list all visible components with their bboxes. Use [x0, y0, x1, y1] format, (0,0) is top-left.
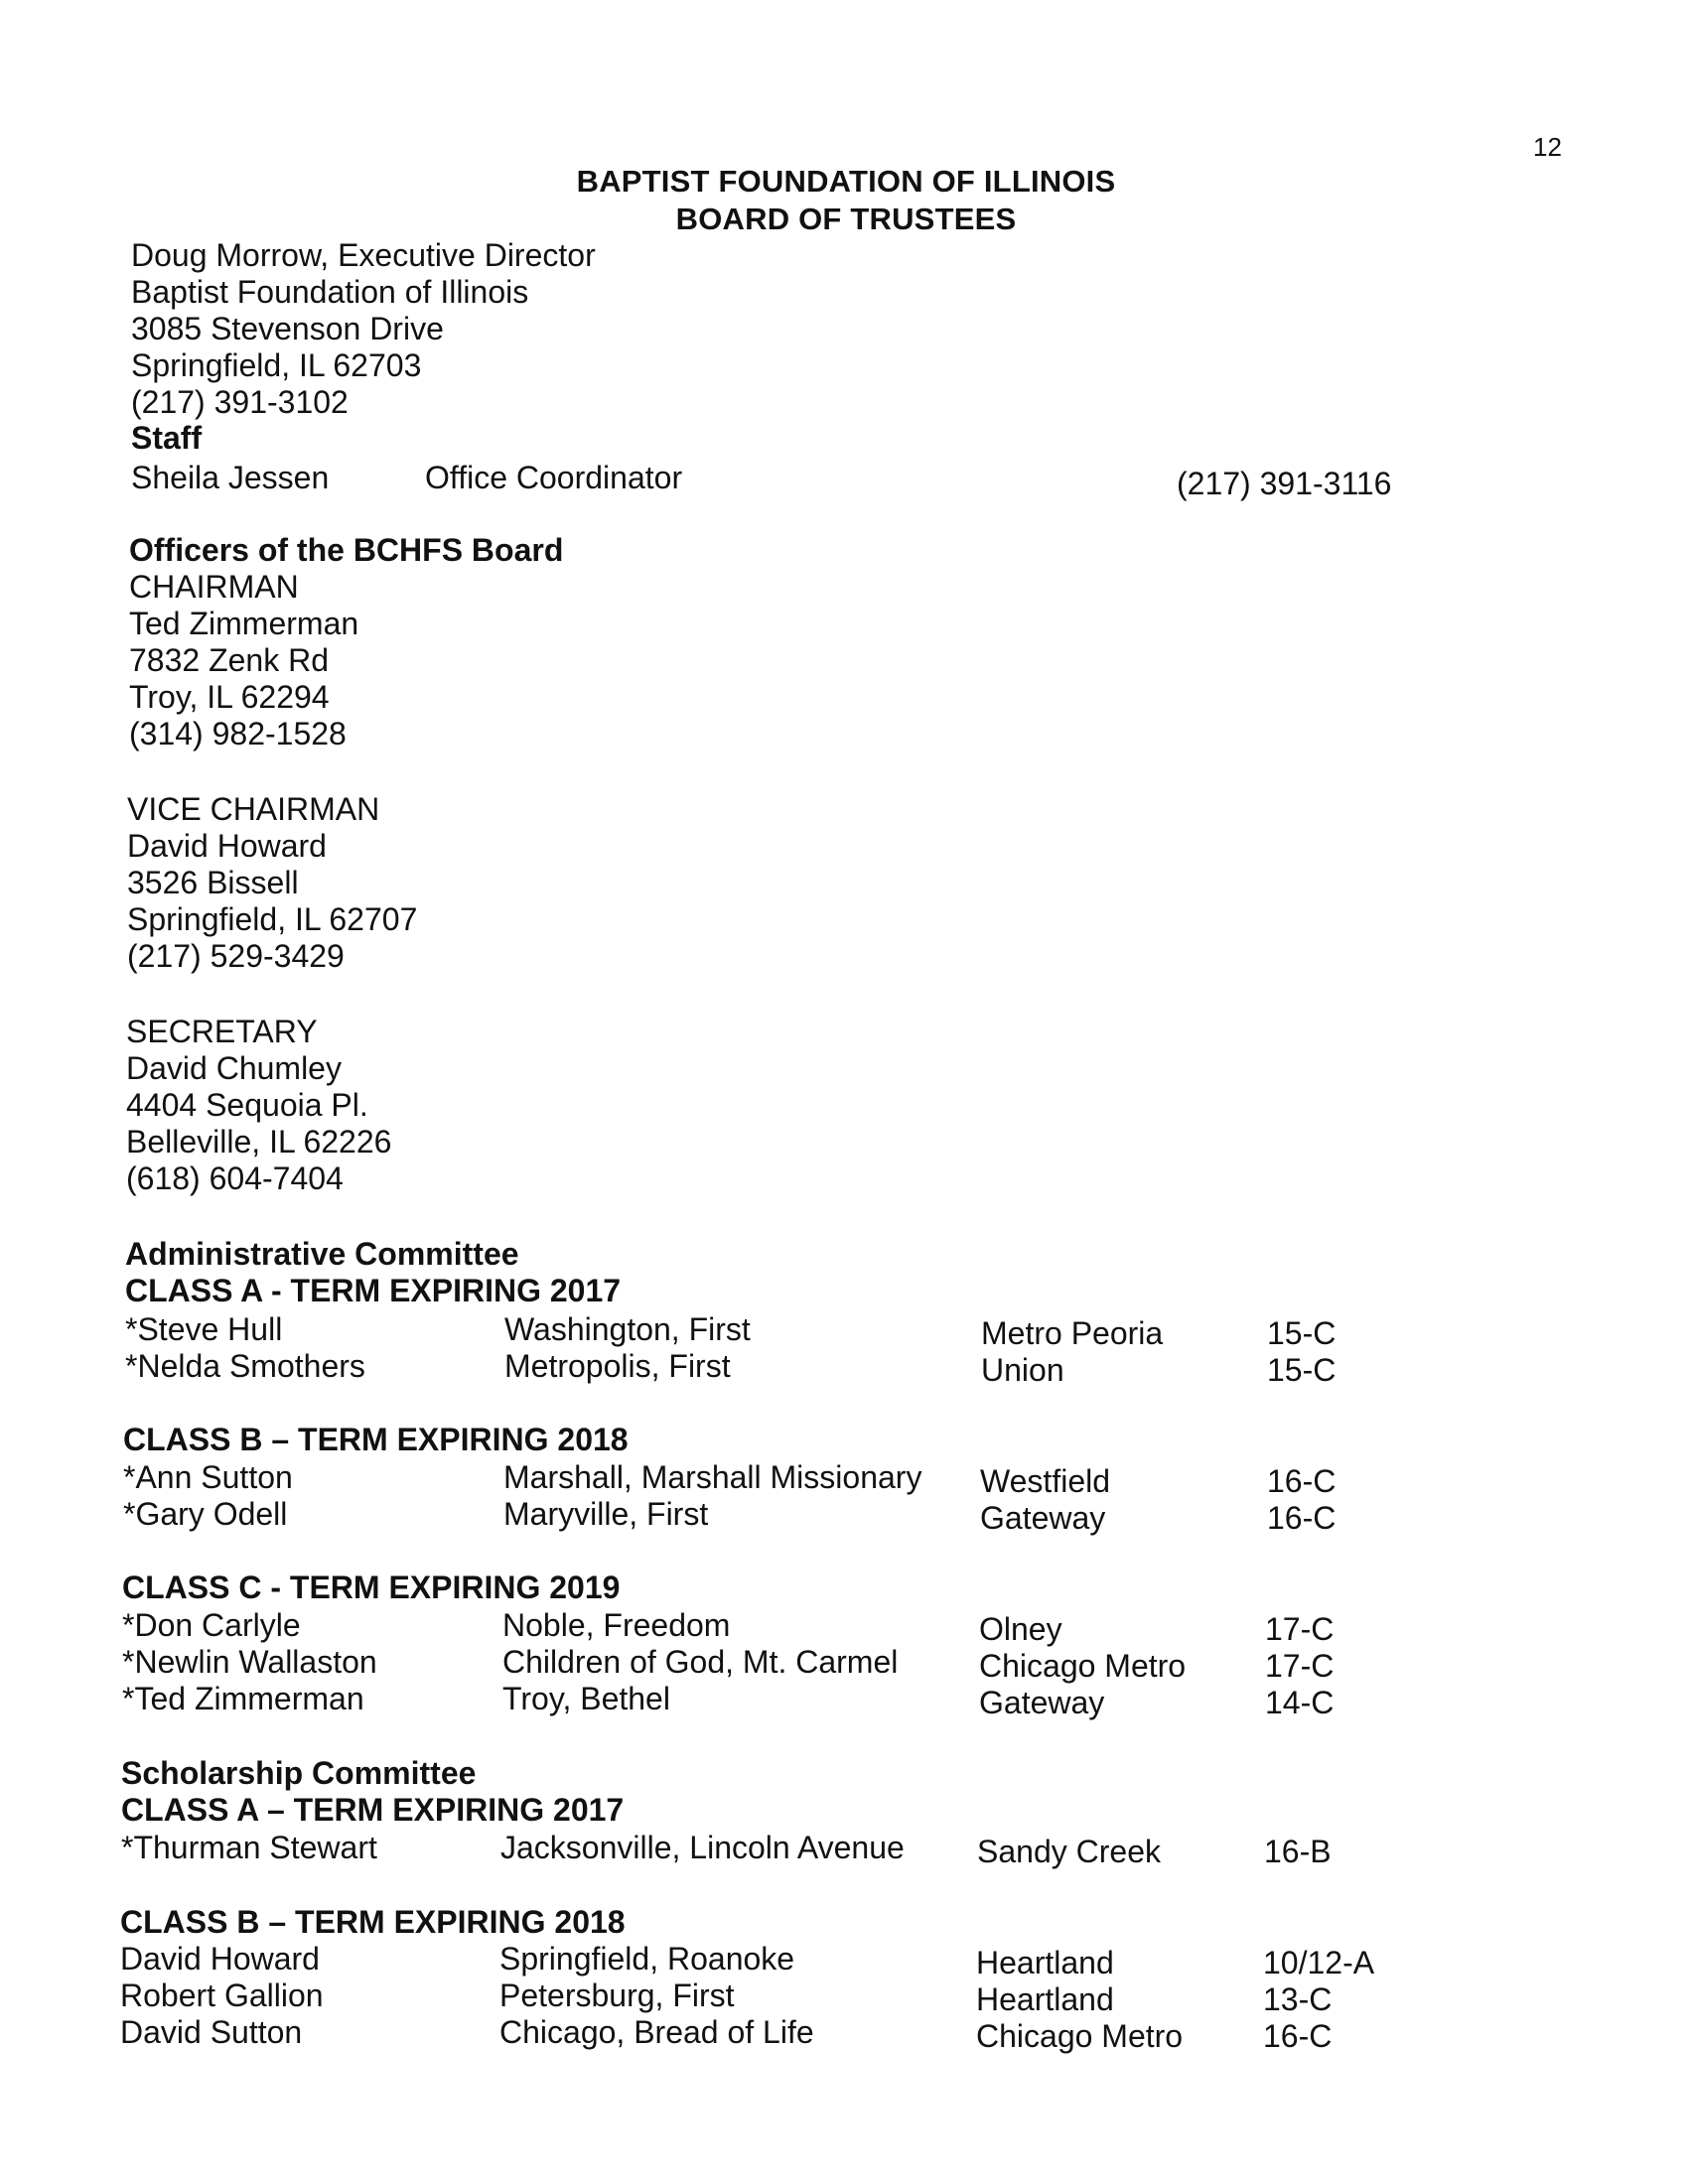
member-association: Heartland: [976, 1981, 1114, 2017]
member-church: Troy, Bethel: [502, 1681, 670, 1716]
member-district: 16-C: [1267, 1463, 1337, 1499]
officers-heading: Officers of the BCHFS Board: [129, 532, 564, 568]
member-church: Springfield, Roanoke: [499, 1941, 795, 1977]
member-association: Olney: [979, 1611, 1062, 1647]
staff-role: Office Coordinator: [425, 460, 683, 495]
vice-chairman-title: VICE CHAIRMAN: [127, 791, 380, 827]
director-city: Springfield, IL 62703: [131, 347, 422, 383]
member-district: 16-C: [1267, 1500, 1337, 1536]
scholarship-committee-heading: Scholarship Committee: [121, 1755, 477, 1791]
member-name: *Gary Odell: [123, 1496, 288, 1532]
member-church: Marshall, Marshall Missionary: [503, 1459, 922, 1495]
member-church: Noble, Freedom: [502, 1607, 731, 1643]
member-association: Gateway: [980, 1500, 1106, 1536]
member-name: David Sutton: [120, 2014, 303, 2050]
secretary-phone: (618) 604-7404: [126, 1160, 344, 1196]
scholarship-class-b-heading: CLASS B – TERM EXPIRING 2018: [120, 1904, 626, 1940]
member-name: Robert Gallion: [120, 1978, 324, 2013]
member-district: 14-C: [1265, 1685, 1335, 1720]
staff-heading: Staff: [131, 420, 203, 456]
vice-chairman-street: 3526 Bissell: [127, 865, 299, 900]
document-subtitle: BOARD OF TRUSTEES: [675, 202, 1017, 236]
member-name: *Don Carlyle: [122, 1607, 301, 1643]
staff-name: Sheila Jessen: [131, 460, 330, 495]
member-church: Maryville, First: [503, 1496, 709, 1532]
member-district: 16-B: [1264, 1834, 1332, 1869]
member-association: Heartland: [976, 1945, 1114, 1980]
member-church: Chicago, Bread of Life: [499, 2014, 814, 2050]
vice-chairman-city: Springfield, IL 62707: [127, 901, 418, 937]
director-street: 3085 Stevenson Drive: [131, 311, 444, 346]
member-church: Children of God, Mt. Carmel: [502, 1644, 899, 1680]
vice-chairman-name: David Howard: [127, 828, 327, 864]
member-district: 13-C: [1263, 1981, 1333, 2017]
member-association: Gateway: [979, 1685, 1105, 1720]
member-district: 16-C: [1263, 2018, 1333, 2054]
member-association: Westfield: [980, 1463, 1111, 1499]
secretary-city: Belleville, IL 62226: [126, 1124, 392, 1160]
member-association: Sandy Creek: [977, 1834, 1161, 1869]
member-district: 15-C: [1267, 1352, 1337, 1388]
member-name: *Ann Sutton: [123, 1459, 293, 1495]
member-district: 17-C: [1265, 1648, 1335, 1684]
member-district: 10/12-A: [1263, 1945, 1375, 1980]
secretary-street: 4404 Sequoia Pl.: [126, 1087, 368, 1123]
director-name: Doug Morrow, Executive Director: [131, 237, 596, 273]
vice-chairman-phone: (217) 529-3429: [127, 938, 345, 974]
secretary-name: David Chumley: [126, 1050, 342, 1086]
page-number: 12: [1533, 132, 1562, 162]
member-association: Metro Peoria: [981, 1315, 1164, 1351]
director-phone: (217) 391-3102: [131, 384, 349, 420]
admin-class-a-heading: CLASS A - TERM EXPIRING 2017: [125, 1273, 622, 1308]
member-church: Petersburg, First: [499, 1978, 735, 2013]
chairman-city: Troy, IL 62294: [129, 679, 330, 715]
document-title: BAPTIST FOUNDATION OF ILLINOIS: [576, 164, 1116, 199]
member-name: David Howard: [120, 1941, 320, 1977]
member-name: *Thurman Stewart: [121, 1830, 377, 1865]
member-church: Jacksonville, Lincoln Avenue: [500, 1830, 905, 1865]
admin-class-b-heading: CLASS B – TERM EXPIRING 2018: [123, 1422, 629, 1457]
chairman-title: CHAIRMAN: [129, 569, 299, 605]
staff-phone: (217) 391-3116: [1177, 466, 1392, 501]
member-association: Union: [981, 1352, 1064, 1388]
secretary-title: SECRETARY: [126, 1014, 318, 1049]
chairman-street: 7832 Zenk Rd: [129, 642, 330, 678]
member-district: 15-C: [1267, 1315, 1337, 1351]
director-org: Baptist Foundation of Illinois: [131, 274, 529, 310]
member-name: *Newlin Wallaston: [122, 1644, 377, 1680]
member-name: *Ted Zimmerman: [122, 1681, 364, 1716]
member-association: Chicago Metro: [976, 2018, 1184, 2054]
member-name: *Nelda Smothers: [125, 1348, 365, 1384]
admin-committee-heading: Administrative Committee: [125, 1236, 519, 1272]
chairman-phone: (314) 982-1528: [129, 716, 347, 751]
member-name: *Steve Hull: [125, 1311, 283, 1347]
member-church: Washington, First: [504, 1311, 751, 1347]
chairman-name: Ted Zimmerman: [129, 606, 359, 641]
member-church: Metropolis, First: [504, 1348, 731, 1384]
member-association: Chicago Metro: [979, 1648, 1187, 1684]
member-district: 17-C: [1265, 1611, 1335, 1647]
scholarship-class-a-heading: CLASS A – TERM EXPIRING 2017: [121, 1792, 625, 1828]
admin-class-c-heading: CLASS C - TERM EXPIRING 2019: [122, 1570, 621, 1605]
